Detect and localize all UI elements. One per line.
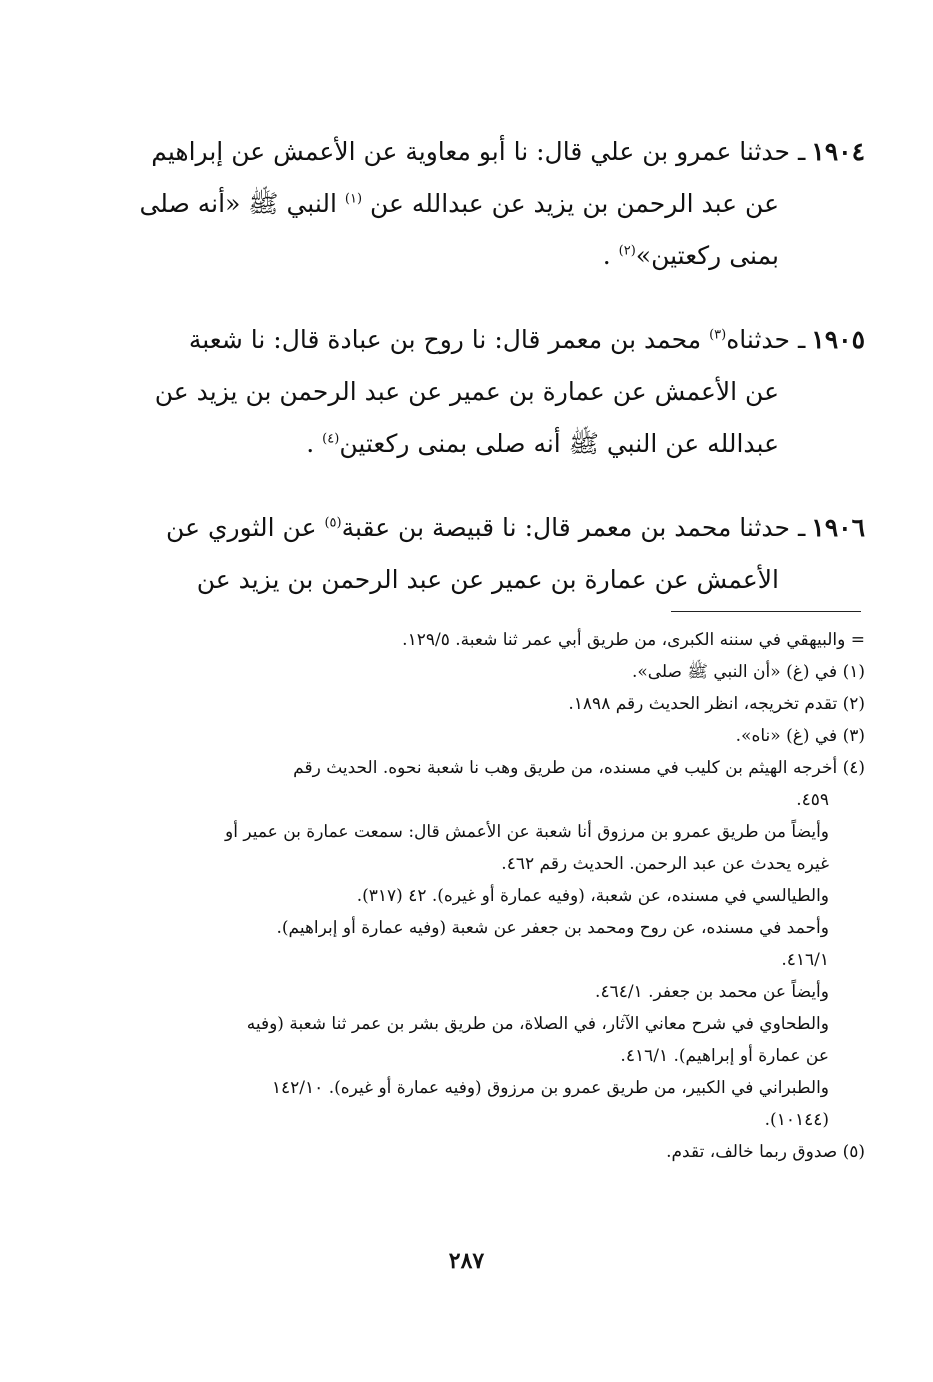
hadith-line [165, 502, 865, 554]
footnote-marker: (٥) [324, 515, 342, 531]
footnote-line: وأيضاً من طريق عمرو بن مرزوق أنا شعبة عن الأعمش قال: سمعت عمارة بن عمير أو [224, 822, 829, 842]
hadith-text: ـ حدثنا عمرو بن علي قال: نا أبو معاوية عن الأعمش عن إبراهيم [151, 137, 806, 166]
footnote-separator [671, 611, 861, 612]
hadith-number: ١٩٠٦ [811, 513, 865, 542]
hadith-1904 [139, 126, 865, 282]
footnote-line: (٥) صدوق ربما خالف، تقدم. [666, 1142, 865, 1162]
hadith-text: . [602, 241, 611, 270]
footnote-line: (٤) أخرجه الهيثم بن كليب في مسنده، من طريق وهب نا شعبة نحوه. الحديث رقم [293, 758, 865, 778]
footnote-marker: (٢) [618, 243, 636, 259]
main-text [139, 126, 865, 638]
hadith-text: ـ حدثنا محمد بن معمر قال: نا قبيصة بن عقبة [341, 513, 806, 542]
footnote-line: (٣) في (غ) «ناه». [735, 726, 865, 746]
hadith-text: عن الأعمش عن عمارة بن عمير عن عبد الرحمن بن يزيد عن [154, 377, 779, 406]
footnote-line: والطيالسي في مسنده، عن شعبة، (وفيه عمارة أو غيره). ٤٢ (٣١٧). [356, 886, 829, 906]
hadith-1906 [165, 502, 865, 606]
hadith-text: ـ حدثناه [726, 325, 806, 354]
hadith-line [165, 314, 865, 366]
hadith-text: عبدالله عن النبي ﷺ أنه صلى بمنى ركعتين [339, 429, 779, 458]
hadith-line [165, 418, 865, 470]
footnote-line: وأيضاً عن محمد بن جعفر. ٤٦٤/١. [595, 982, 829, 1002]
hadith-text: الأعمش عن عمارة بن عمير عن عبد الرحمن بن يزيد عن [196, 565, 779, 594]
hadith-text: محمد بن معمر قال: نا روح بن عبادة قال: نا شعبة [188, 325, 702, 354]
hadith-number: ١٩٠٤ [811, 137, 865, 166]
hadith-number: ١٩٠٥ [811, 325, 865, 354]
hadith-line [151, 126, 865, 178]
footnote-line: عن عمارة أو إبراهيم). ٤١٦/١. [620, 1046, 829, 1066]
footnote-marker: (٣) [709, 327, 727, 343]
hadith-line [165, 554, 865, 606]
footnote-line: ٤٥٩. [796, 790, 829, 810]
footnote-line: غيره يحدث عن عبد الرحمن. الحديث رقم ٤٦٢. [501, 854, 829, 874]
footnote-line: (١) في (غ) «أن النبي ﷺ صلى». [631, 662, 865, 682]
hadith-text: النبي ﷺ «أنه صلى [139, 189, 337, 218]
footnote-marker: (١) [344, 191, 363, 207]
page-number: ٢٨٧ [448, 1248, 485, 1274]
hadith-line [154, 366, 865, 418]
footnote-line: والطحاوي في شرح معاني الآثار، في الصلاة، من طريق بشر بن عمر ثنا شعبة (وفيه [246, 1014, 829, 1034]
footnote-line: والطبراني في الكبير، من طريق عمرو بن مرزوق (وفيه عمارة أو غيره). ١٤٢/١٠ [271, 1078, 829, 1098]
footnote-line: ٤١٦/١. [781, 950, 829, 970]
footnotes [165, 624, 865, 1168]
hadith-text: . [306, 429, 315, 458]
footnote-marker: (٤) [322, 431, 340, 447]
hadith-line [165, 230, 865, 282]
footnote-line: (١٠١٤٤). [764, 1110, 829, 1130]
hadith-line [139, 178, 865, 230]
hadith-text: عن الثوري عن [166, 513, 317, 542]
footnote-line: = والبيهقي في سننه الكبرى، من طريق أبي عمر ثنا شعبة. ١٢٩/٥. [402, 630, 865, 650]
footnote-line: (٢) تقدم تخريجه، انظر الحديث رقم ١٨٩٨. [568, 694, 865, 714]
hadith-text: عن عبد الرحمن بن يزيد عن عبدالله عن [370, 189, 779, 218]
footnote-line: وأحمد في مسنده، عن روح ومحمد بن جعفر عن شعبة (وفيه عمارة أو إبراهيم). [276, 918, 829, 938]
hadith-text: بمنى ركعتين» [635, 241, 779, 270]
hadith-1905 [154, 314, 865, 470]
